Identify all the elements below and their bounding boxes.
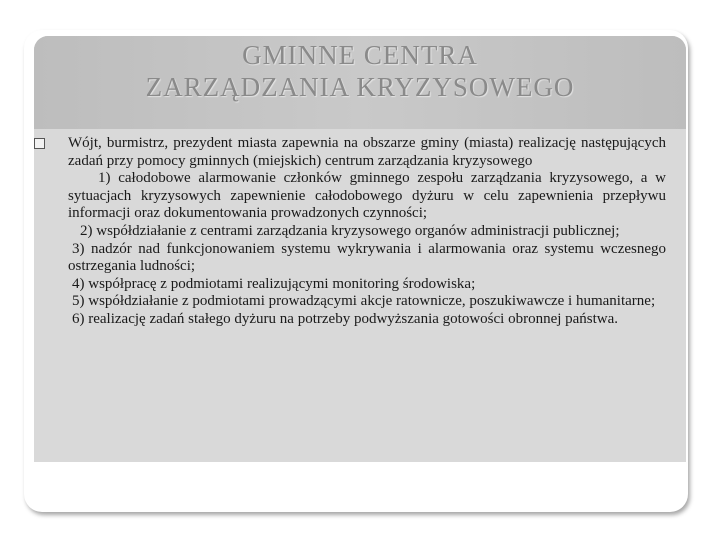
task-item-4-text: 4) współpracę z podmiotami realizującymi monitoring środowiska; xyxy=(72,275,476,292)
slide-title xyxy=(34,39,686,103)
task-item-6-text: 6) realizację zadań stałego dyżuru na potrzeby podwyższania gotowości obronnej państwa. xyxy=(72,310,619,327)
task-item-3 xyxy=(68,241,666,276)
task-item-2-text: 2) współdziałanie z centrami zarządzania kryzysowego organów administracji publicznej; xyxy=(80,222,620,239)
square-bullet-icon xyxy=(34,138,45,149)
bullet-item xyxy=(34,135,666,329)
task-item-1 xyxy=(68,170,666,223)
task-item-4 xyxy=(68,276,666,294)
task-item-2 xyxy=(68,223,666,241)
task-item-3-text: 3) nadzór nad funkcjonowaniem systemu wykrywania i alarmowania oraz systemu wczesnego ostrzegania ludności; xyxy=(68,240,666,275)
task-item-1-text: 1) całodobowe alarmowanie członków gminnego zespołu zarządzania kryzysowego, a w sytuacjach kryzysowych zapewnienie całodobowego dyżuru w celu zapewnienia przepływu informacji oraz dokumentowania prowadzonych czynności; xyxy=(68,170,666,222)
task-item-5-text: 5) współdziałanie z podmiotami prowadzącymi akcje ratownicze, poszukiwawcze i humanitarne; xyxy=(72,293,656,310)
intro-paragraph: Wójt, burmistrz, prezydent miasta zapewnia na obszarze gminy (miasta) realizację następujących zadań przy pomocy gminnych (miejskich) centrum zarządzania kryzysowego xyxy=(68,135,666,169)
title-line-1: GMINNE CENTRA xyxy=(242,40,478,70)
task-item-6 xyxy=(68,311,666,329)
task-item-5 xyxy=(68,293,666,311)
slide-footer-area xyxy=(24,462,688,512)
slide-content xyxy=(34,135,666,329)
title-line-2: ZARZĄDZANIA KRYZYSOWEGO xyxy=(145,72,575,102)
